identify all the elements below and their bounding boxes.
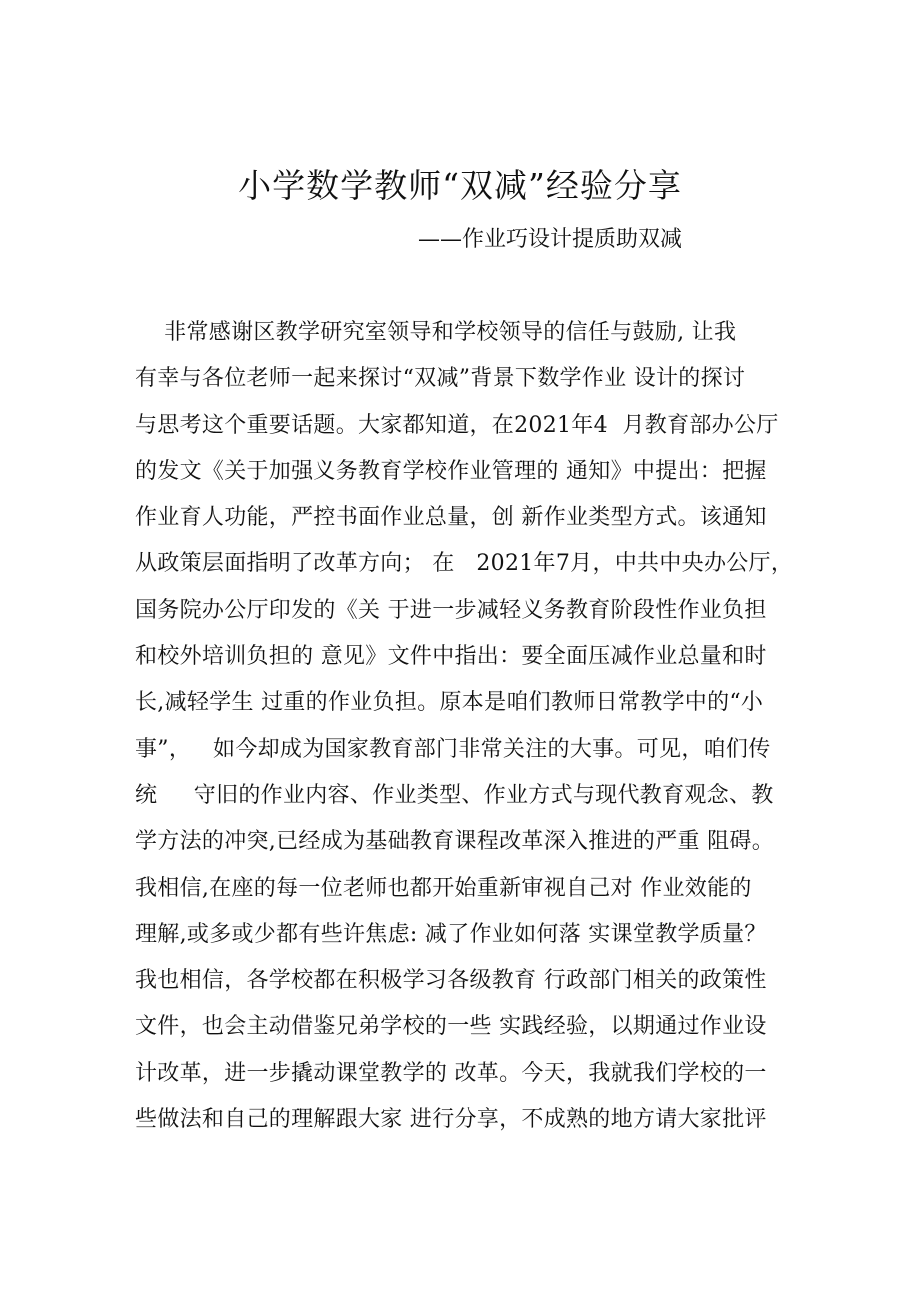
paragraph-line: 的发文《关于加强义务教育学校作业管理的 通知》中提出：把握 [135,458,767,484]
paragraph-line: 事”， 如今却成为国家教育部门非常关注的大事。可见，咱们传 [135,736,771,762]
paragraph-line: 学方法的冲突,已经成为基础教育课程改革深入推进的严重 阻碍。 [135,829,774,855]
paragraph-line: 非常感谢区教学研究室领导和学校领导的信任与鼓励, 让我 [135,320,737,345]
paragraph-line: 我相信,在座的每一位老师也都开始重新审视自己对 作业效能的 [135,875,752,901]
paragraph-line: 统 守旧的作业内容、作业类型、作业方式与现代教育观念、教 [135,782,774,808]
paragraph-line: 从政策层面指明了改革方向； 在 2021年7月，中共中央办公厅， [135,551,794,577]
paragraph-line: 和校外培训负担的 意见》文件中指出：要全面压减作业总量和时 [135,644,767,670]
paragraph-line: 国务院办公厅印发的《关 于进一步减轻义务教育阶段性作业负担 [135,597,767,623]
paragraph-line: 我也相信，各学校都在积极学习各级教育 行政部门相关的政策性 [135,968,767,994]
document-subtitle: ——作业巧设计提质助双减 [418,227,683,252]
document-title: 小学数学教师“双减”经验分享 [238,166,682,205]
paragraph-line: 文件，也会主动借鉴兄弟学校的一些 实践经验，以期通过作业设 [135,1014,767,1040]
paragraph-line: 计改革，进一步撬动课堂教学的 改革。今天，我就我们学校的一 [135,1060,767,1086]
paragraph-line: 与思考这个重要话题。大家都知道，在2021年4 月教育部办公厅 [135,412,779,438]
paragraph-line: 些做法和自己的理解跟大家 进行分享，不成熟的地方请大家批评 [135,1107,767,1133]
paragraph-line: 有幸与各位老师一起来探讨“双减”背景下数学作业 设计的探讨 [135,366,746,392]
paragraph-line: 理解,或多或少都有些许焦虑: 减了作业如何落 实课堂教学质量？ [135,921,767,947]
paragraph-line: 长,减轻学生 过重的作业负担。原本是咱们教师日常教学中的“小 [135,690,764,716]
body-paragraph [135,310,805,1143]
paragraph-line: 作业育人功能，严控书面作业总量，创 新作业类型方式。该通知 [135,505,767,531]
